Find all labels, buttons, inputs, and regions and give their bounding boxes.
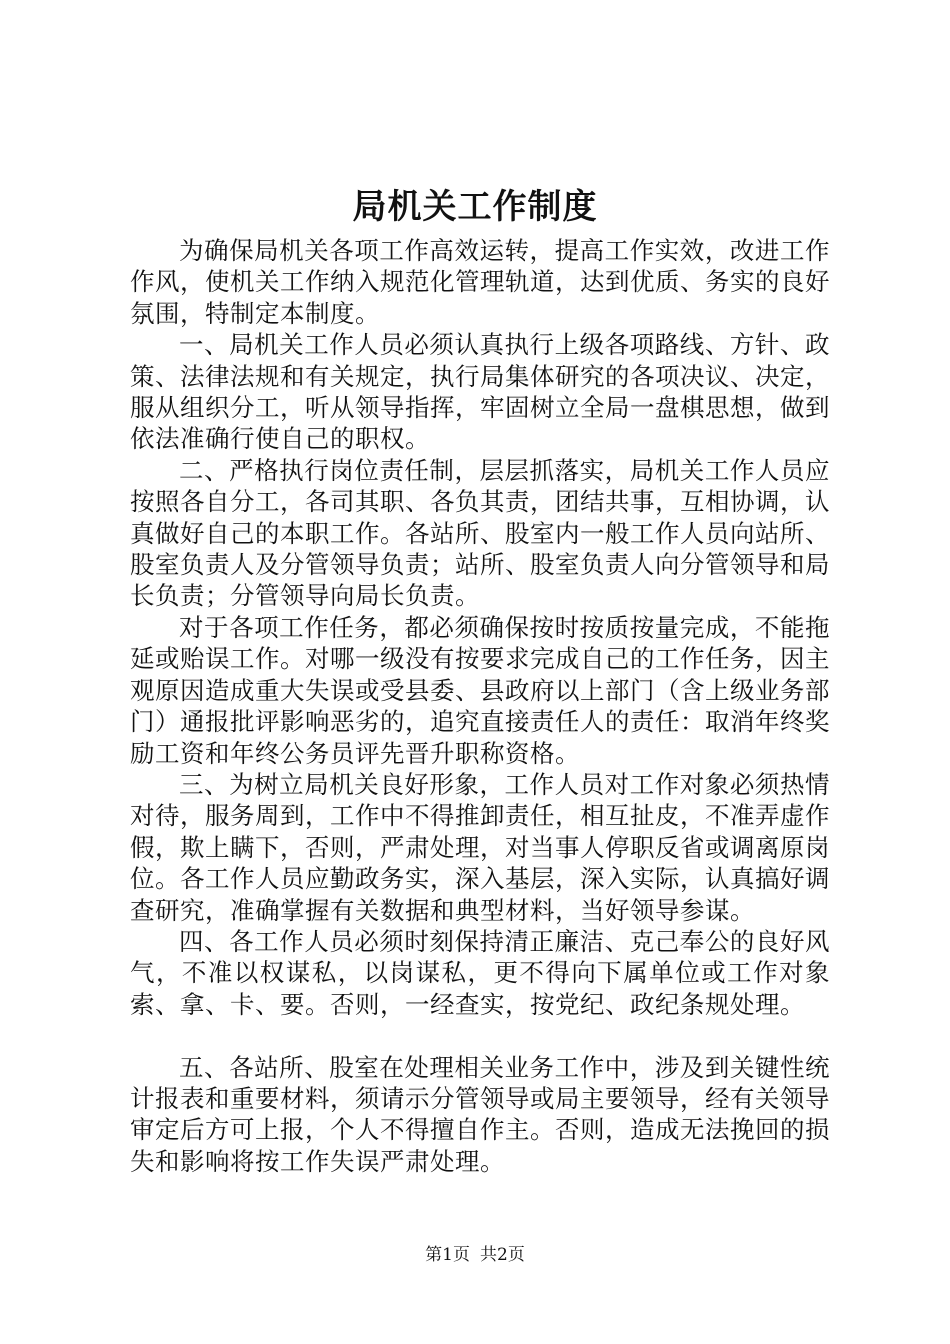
intro-paragraph: 为确保局机关各项工作高效运转，提高工作实效，改进工作作风，使机关工作纳入规范化管理轨道，达到优质、务实的良好氛围，特制定本制度。: [130, 236, 830, 328]
page-number: 第1页: [425, 1245, 470, 1265]
paragraph-task-completion: 对于各项工作任务，都必须确保按时按质按量完成，不能拖延或贻误工作。对哪一级没有按要求完成自己的工作任务，因主观原因造成重大失误或受县委、县政府以上部门（含上级业务部门）通报批评影响恶劣的，追究直接责任人的责任：取消年终奖励工资和年终公务员评先晋升职称资格。: [130, 612, 830, 768]
document-title: 局机关工作制度: [352, 187, 598, 227]
page-footer: [0, 1243, 950, 1267]
document-body: [130, 235, 830, 1177]
paragraph-section-5: 五、各站所、股室在处理相关业务工作中，涉及到关键性统计报表和重要材料，须请示分管领导或局主要领导，经有关领导审定后方可上报，个人不得擅自作主。否则，造成无法挽回的损失和影响将按工作失误严肃处理。: [130, 1052, 830, 1176]
paragraph-section-3: 三、为树立局机关良好形象，工作人员对工作对象必须热情对待，服务周到，工作中不得推卸责任，相互扯皮，不准弄虚作假，欺上瞒下，否则，严肃处理，对当事人停职反省或调离原岗位。各工作人员应勤政务实，深入基层，深入实际，认真搞好调查研究，准确掌握有关数据和典型材料，当好领导参谋。: [130, 769, 830, 925]
page-total: 共2页: [480, 1245, 525, 1265]
paragraph-section-1: 一、局机关工作人员必须认真执行上级各项路线、方针、政策、法律法规和有关规定，执行局集体研究的各项决议、决定，服从组织分工，听从领导指挥，牢固树立全局一盘棋思想，做到依法准确行使自己的职权。: [130, 330, 830, 454]
paragraph-section-4: 四、各工作人员必须时刻保持清正廉洁、克己奉公的良好风气，不准以权谋私，以岗谋私，更不得向下属单位或工作对象索、拿、卡、要。否则，一经查实，按党纪、政纪条规处理。: [130, 926, 830, 1019]
paragraph-section-2: 二、严格执行岗位责任制，层层抓落实，局机关工作人员应按照各自分工，各司其职、各负其责，团结共事，互相协调，认真做好自己的本职工作。各站所、股室内一般工作人员向站所、股室负责人及分管领导负责；站所、股室负责人向分管领导和局长负责；分管领导向局长负责。: [130, 455, 830, 611]
